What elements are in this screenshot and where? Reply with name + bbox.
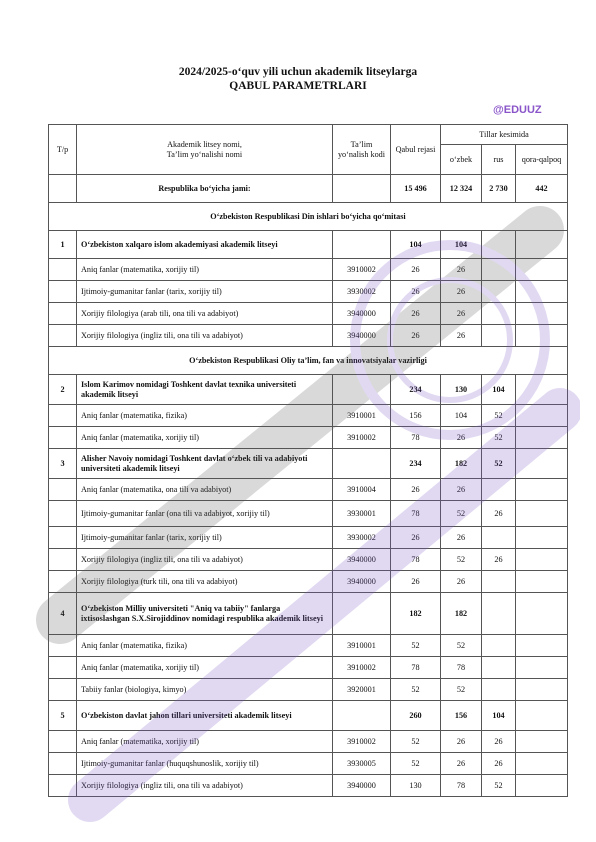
total-label: Respublika bo‘yicha jami: <box>77 175 333 203</box>
direction-name: Aniq fanlar (matematika, xorijiy til) <box>77 259 333 281</box>
row-number <box>49 549 77 571</box>
direction-row <box>49 775 568 797</box>
uzbek-value: 26 <box>441 303 482 325</box>
document-title: 2024/2025-o‘quv yili uchun akademik litseylarga <box>178 66 418 78</box>
total-quota: 15 496 <box>391 175 441 203</box>
quota-value: 26 <box>391 571 441 593</box>
quota-value: 234 <box>391 375 441 405</box>
russian-value <box>482 635 516 657</box>
russian-value <box>482 325 516 347</box>
row-number <box>49 325 77 347</box>
uzbek-value: 78 <box>441 775 482 797</box>
direction-code <box>333 701 391 731</box>
header-num: T/p <box>49 125 77 175</box>
direction-row <box>49 549 568 571</box>
russian-value: 26 <box>482 731 516 753</box>
karakalpak-value <box>516 325 568 347</box>
direction-name: Xorijiy filologiya (ingliz tili, ona tili va adabiyot) <box>77 549 333 571</box>
uzbek-value: 104 <box>441 405 482 427</box>
quota-value: 78 <box>391 657 441 679</box>
karakalpak-value <box>516 635 568 657</box>
karakalpak-value <box>516 281 568 303</box>
school-name: Islom Karimov nomidagi Toshkent davlat texnika universiteti akademik litseyi <box>77 375 333 405</box>
karakalpak-value <box>516 753 568 775</box>
direction-code: 3940000 <box>333 303 391 325</box>
direction-name: Aniq fanlar (matematika, xorijiy til) <box>77 731 333 753</box>
russian-value <box>482 303 516 325</box>
karakalpak-value <box>516 731 568 753</box>
direction-code: 3910004 <box>333 479 391 501</box>
direction-name: Aniq fanlar (matematika, ona tili va adabiyot) <box>77 479 333 501</box>
quota-value: 78 <box>391 549 441 571</box>
uzbek-value: 182 <box>441 593 482 635</box>
direction-name: Aniq fanlar (matematika, fizika) <box>77 635 333 657</box>
uzbek-value: 26 <box>441 325 482 347</box>
direction-code <box>333 375 391 405</box>
school-name: O‘zbekiston xalqaro islom akademiyasi akademik litseyi <box>77 231 333 259</box>
quota-value: 78 <box>391 501 441 527</box>
direction-code: 3920001 <box>333 679 391 701</box>
russian-value: 104 <box>482 701 516 731</box>
direction-name: Xorijiy filologiya (ingliz tili, ona tili va adabiyot) <box>77 325 333 347</box>
row-number <box>49 427 77 449</box>
direction-code: 3930005 <box>333 753 391 775</box>
karakalpak-value <box>516 259 568 281</box>
direction-code: 3930001 <box>333 501 391 527</box>
document-subtitle: QABUL PARAMETRLARI <box>229 80 367 92</box>
russian-value: 26 <box>482 753 516 775</box>
direction-code: 3940000 <box>333 325 391 347</box>
header-uzbek: o‘zbek <box>441 145 482 175</box>
russian-value <box>482 259 516 281</box>
russian-value <box>482 231 516 259</box>
direction-code: 3940000 <box>333 775 391 797</box>
russian-value: 52 <box>482 775 516 797</box>
row-number <box>49 571 77 593</box>
section-title: O‘zbekiston Respublikasi Din ishlari bo‘yicha qo‘mitasi <box>49 203 568 231</box>
karakalpak-value <box>516 571 568 593</box>
uzbek-value: 52 <box>441 679 482 701</box>
direction-name: Ijtimoiy-gumanitar fanlar (huquqshunoslik, xorijiy til) <box>77 753 333 775</box>
row-number: 3 <box>49 449 77 479</box>
row-number <box>49 281 77 303</box>
school-row <box>49 701 568 731</box>
direction-name: Xorijiy filologiya (arab tili, ona tili va adabiyot) <box>77 303 333 325</box>
direction-name: Ijtimoiy-gumanitar fanlar (tarix, xorijiy til) <box>77 281 333 303</box>
direction-row <box>49 427 568 449</box>
quota-value: 26 <box>391 325 441 347</box>
uzbek-value: 26 <box>441 479 482 501</box>
russian-value <box>482 527 516 549</box>
russian-value <box>482 657 516 679</box>
section-title: O‘zbekiston Respublikasi Oliy ta’lim, fan va innovatsiyalar vazirligi <box>49 347 568 375</box>
section-row <box>49 203 568 231</box>
russian-value <box>482 281 516 303</box>
quota-value: 130 <box>391 775 441 797</box>
uzbek-value: 156 <box>441 701 482 731</box>
direction-code: 3910002 <box>333 427 391 449</box>
quota-value: 234 <box>391 449 441 479</box>
direction-row <box>49 731 568 753</box>
direction-code: 3910001 <box>333 405 391 427</box>
karakalpak-value <box>516 549 568 571</box>
row-number: 1 <box>49 231 77 259</box>
karakalpak-value <box>516 375 568 405</box>
uzbek-value: 52 <box>441 549 482 571</box>
quota-value: 26 <box>391 281 441 303</box>
direction-row <box>49 527 568 549</box>
russian-value: 104 <box>482 375 516 405</box>
quota-value: 26 <box>391 303 441 325</box>
uzbek-value: 52 <box>441 635 482 657</box>
direction-row <box>49 657 568 679</box>
karakalpak-value <box>516 231 568 259</box>
quota-value: 52 <box>391 753 441 775</box>
uzbek-value: 26 <box>441 731 482 753</box>
school-row <box>49 375 568 405</box>
school-name: Alisher Navoiy nomidagi Toshkent davlat o‘zbek tili va adabiyoti universiteti akademik litseyi <box>77 449 333 479</box>
uzbek-value: 78 <box>441 657 482 679</box>
row-number <box>49 775 77 797</box>
uzbek-value: 52 <box>441 501 482 527</box>
row-number <box>49 259 77 281</box>
russian-value: 26 <box>482 501 516 527</box>
quota-value: 26 <box>391 259 441 281</box>
quota-value: 104 <box>391 231 441 259</box>
direction-name: Ijtimoiy-gumanitar fanlar (tarix, xorijiy til) <box>77 527 333 549</box>
direction-row <box>49 571 568 593</box>
uzbek-value: 26 <box>441 427 482 449</box>
direction-code: 3910001 <box>333 635 391 657</box>
school-row <box>49 593 568 635</box>
row-number <box>49 731 77 753</box>
row-number <box>49 657 77 679</box>
direction-code: 3910002 <box>333 731 391 753</box>
karakalpak-value <box>516 701 568 731</box>
direction-code: 3930002 <box>333 281 391 303</box>
uzbek-value: 26 <box>441 281 482 303</box>
direction-row <box>49 479 568 501</box>
admission-table <box>48 124 568 797</box>
quota-value: 26 <box>391 527 441 549</box>
direction-name: Xorijiy filologiya (turk tili, ona tili va adabiyot) <box>77 571 333 593</box>
direction-row <box>49 635 568 657</box>
karakalpak-value <box>516 449 568 479</box>
direction-row <box>49 405 568 427</box>
direction-row <box>49 303 568 325</box>
quota-value: 52 <box>391 731 441 753</box>
karakalpak-value <box>516 657 568 679</box>
direction-code: 3930002 <box>333 527 391 549</box>
row-number <box>49 501 77 527</box>
header-karakalpak: qora-qalpoq <box>516 145 568 175</box>
row-number <box>49 303 77 325</box>
karakalpak-value <box>516 527 568 549</box>
section-row <box>49 347 568 375</box>
row-number <box>49 635 77 657</box>
direction-name: Aniq fanlar (matematika, xorijiy til) <box>77 427 333 449</box>
karakalpak-value <box>516 593 568 635</box>
russian-value: 26 <box>482 549 516 571</box>
direction-name: Aniq fanlar (matematika, fizika) <box>77 405 333 427</box>
karakalpak-value <box>516 303 568 325</box>
direction-row <box>49 753 568 775</box>
uzbek-value: 26 <box>441 527 482 549</box>
karakalpak-value <box>516 775 568 797</box>
direction-row <box>49 281 568 303</box>
quota-value: 52 <box>391 679 441 701</box>
direction-row <box>49 501 568 527</box>
header-name <box>77 125 333 175</box>
direction-row <box>49 679 568 701</box>
header-code: Ta’lim yo‘nalish kodi <box>333 125 391 175</box>
school-row <box>49 231 568 259</box>
quota-value: 78 <box>391 427 441 449</box>
direction-name: Aniq fanlar (matematika, xorijiy til) <box>77 657 333 679</box>
direction-row <box>49 259 568 281</box>
russian-value <box>482 571 516 593</box>
header-quota: Qabul rejasi <box>391 125 441 175</box>
uzbek-value: 26 <box>441 259 482 281</box>
row-number <box>49 479 77 501</box>
karakalpak-value <box>516 405 568 427</box>
russian-value <box>482 593 516 635</box>
karakalpak-value <box>516 679 568 701</box>
uzbek-value: 26 <box>441 571 482 593</box>
uzbek-value: 104 <box>441 231 482 259</box>
row-number: 4 <box>49 593 77 635</box>
direction-code: 3910002 <box>333 657 391 679</box>
channel-tag: @EDUUZ <box>493 104 542 116</box>
karakalpak-value <box>516 479 568 501</box>
uzbek-value: 182 <box>441 449 482 479</box>
total-karakalpak: 442 <box>516 175 568 203</box>
direction-code <box>333 449 391 479</box>
header-name-line2: Ta’lim yo‘nalishi nomi <box>166 149 243 159</box>
russian-value: 52 <box>482 427 516 449</box>
quota-value: 52 <box>391 635 441 657</box>
direction-code <box>333 593 391 635</box>
direction-name: Ijtimoiy-gumanitar fanlar (ona tili va adabiyot, xorijiy til) <box>77 501 333 527</box>
total-russian: 2 730 <box>482 175 516 203</box>
direction-code: 3940000 <box>333 571 391 593</box>
russian-value: 52 <box>482 449 516 479</box>
uzbek-value: 26 <box>441 753 482 775</box>
direction-row <box>49 325 568 347</box>
school-row <box>49 449 568 479</box>
row-number <box>49 527 77 549</box>
row-number: 2 <box>49 375 77 405</box>
quota-value: 26 <box>391 479 441 501</box>
karakalpak-value <box>516 501 568 527</box>
direction-name: Xorijiy filologiya (ingliz tili, ona tili va adabiyot) <box>77 775 333 797</box>
direction-code: 3910002 <box>333 259 391 281</box>
school-name: O‘zbekiston davlat jahon tillari universiteti akademik litseyi <box>77 701 333 731</box>
header-russian: rus <box>482 145 516 175</box>
quota-value: 260 <box>391 701 441 731</box>
header-name-line1: Akademik litsey nomi, <box>167 140 242 150</box>
uzbek-value: 130 <box>441 375 482 405</box>
direction-code: 3940000 <box>333 549 391 571</box>
quota-value: 182 <box>391 593 441 635</box>
russian-value <box>482 479 516 501</box>
header-languages: Tillar kesimida <box>441 125 568 145</box>
total-row <box>49 175 568 203</box>
row-number <box>49 753 77 775</box>
russian-value <box>482 679 516 701</box>
russian-value: 52 <box>482 405 516 427</box>
karakalpak-value <box>516 427 568 449</box>
total-uzbek: 12 324 <box>441 175 482 203</box>
row-number <box>49 405 77 427</box>
row-number: 5 <box>49 701 77 731</box>
row-number <box>49 679 77 701</box>
school-name: O‘zbekiston Milliy universiteti "Aniq va tabiiy" fanlarga ixtisoslashgan S.X.Sirojiddinov nomidagi respublika akademik litseyi <box>77 593 333 635</box>
direction-name: Tabiiy fanlar (biologiya, kimyo) <box>77 679 333 701</box>
direction-code <box>333 231 391 259</box>
quota-value: 156 <box>391 405 441 427</box>
